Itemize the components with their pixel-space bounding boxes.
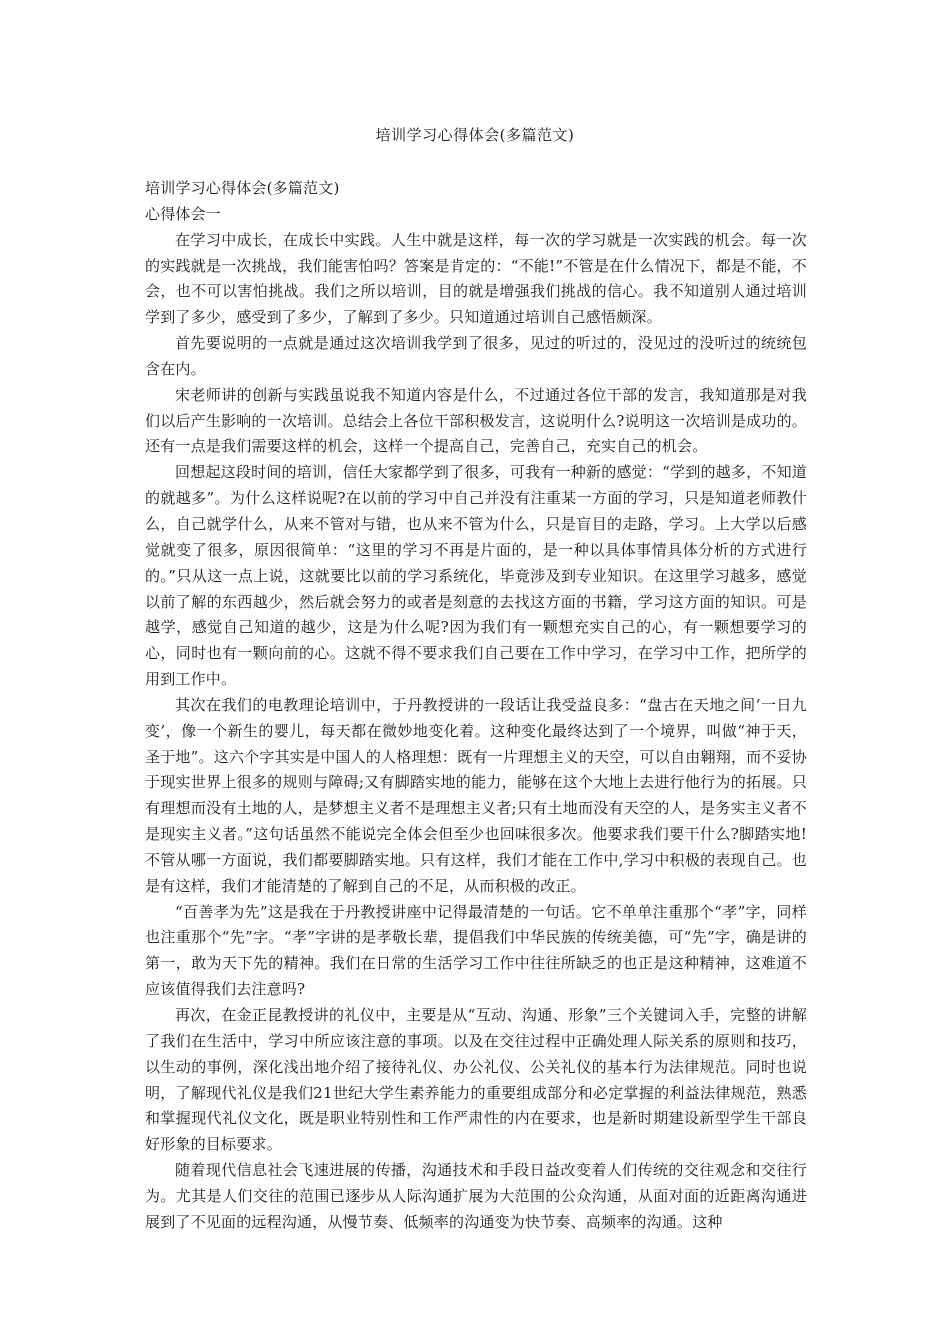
document-subtitle: 培训学习心得体会(多篇范文): [145, 179, 340, 197]
paragraph: 再次，在金正昆教授讲的礼仪中，主要是从“互动、沟通、形象”三个关键词入手，完整的讲解了我们在生活中，学习中所应该注意的事项。以及在交往过程中正确处理人际关系的原则和技巧，以生动的事例，深化浅出地介绍了接待礼仪、办公礼仪、公关礼仪的基本行为法律规范。同时也说明，了解现代礼仪是我们21世纪大学生素养能力的重要组成部分和必定掌握的利益法律规范，熟悉和掌握现代礼仪文化，既是职业特别性和工作严肃性的内在要求，也是新时期建设新型学生干部良好形象的目标要求。: [145, 1006, 807, 1154]
paragraph: 在学习中成长，在成长中实践。人生中就是这样，每一次的学习就是一次实践的机会。每一次的实践就是一次挑战，我们能害怕吗？答案是肯定的：“不能!”不管是在什么情况下，都是不能，不会，也不可以害怕挑战。我们之所以培训，目的就是增强我们挑战的信心。我不知道别人通过培训学到了多少，感受到了多少，了解到了多少。只知道通过培训自己感悟颇深。: [145, 230, 807, 327]
paragraph: 宋老师讲的创新与实践虽说我不知道内容是什么，不过通过各位干部的发言，我知道那是对我们以后产生影响的一次培训。总结会上各位干部积极发言，这说明什么?说明这一次培训是成功的。还有一点是我们需要这样的机会，这样一个提高自己，完善自己，充实自己的机会。: [145, 385, 807, 456]
paragraph: “百善孝为先”这是我在于丹教授讲座中记得最清楚的一句话。它不单单注重那个“孝”字，同样也注重那个“先”字。“孝”字讲的是孝敬长辈，提倡我们中华民族的传统美德，可“先”字，确是讲的第一，敢为天下先的精神。我们在日常的生活学习工作中往往所缺乏的也正是这种精神，这难道不应该值得我们去注意吗?: [145, 902, 807, 999]
paragraph: 首先要说明的一点就是通过这次培训我学到了很多，见过的听过的，没见过的没听过的统统包含在内。: [145, 334, 807, 378]
paragraph: 其次在我们的电教理论培训中，于丹教授讲的一段话让我受益良多：“盘古在天地之间‘一日九变’，像一个新生的婴儿，每天都在微妙地变化着。这种变化最终达到了一个境界，叫做“神于天，圣于地”。这六个字其实是中国人的人格理想：既有一片理想主义的天空，可以自由翱翔，而不妥协于现实世界上很多的规则与障碍;又有脚踏实地的能力，能够在这个大地上去进行他行为的拓展。只有理想而没有土地的人，是梦想主义者不是理想主义者;只有土地而没有天空的人，是务实主义者不是现实主义者。”这句话虽然不能说完全体会但至少也回味很多次。他要求我们要干什么?脚踏实地!不管从哪一方面说，我们都要脚踏实地。只有这样，我们才能在工作中,学习中积极的表现自己。也是有这样，我们才能清楚的了解到自己的不足，从而积极的改正。: [145, 695, 807, 895]
document-body: [145, 176, 807, 1236]
document-title: 培训学习心得体会(多篇范文): [375, 126, 575, 144]
section-heading: 心得体会一: [145, 204, 222, 223]
paragraph: 随着现代信息社会飞速进展的传播，沟通技术和手段日益改变着人们传统的交往观念和交往行为。尤其是人们交往的范围已逐步从人际沟通扩展为大范围的公众沟通，从面对面的近距离沟通进展到了不见面的远程沟通，从慢节奏、低频率的沟通变为快节奏、高频率的沟通。这种: [145, 1161, 807, 1231]
paragraph: 回想起这段时间的培训，信任大家都学到了很多，可我有一种新的感觉：“学到的越多，不知道的就越多”。为什么这样说呢?在以前的学习中自己并没有注重某一方面的学习，只是知道老师教什么，自己就学什么，从来不管对与错，也从来不管为什么，只是盲目的走路，学习。上大学以后感觉就变了很多，原因很简单：“这里的学习不再是片面的，是一种以具体事情具体分析的方式进行的。”只从这一点上说，这就要比以前的学习系统化，毕竟涉及到专业知识。在这里学习越多，感觉以前了解的东西越少，然后就会努力的或者是刻意的去找这方面的书籍，学习这方面的知识。可是越学，感觉自己知道的越少，这是为什么呢?因为我们有一颗想充实自己的心，有一颗想要学习的心，同时也有一颗向前的心。这就不得不要求我们自己要在工作中学习，在学习中工作，把所学的用到工作中。: [145, 463, 807, 689]
